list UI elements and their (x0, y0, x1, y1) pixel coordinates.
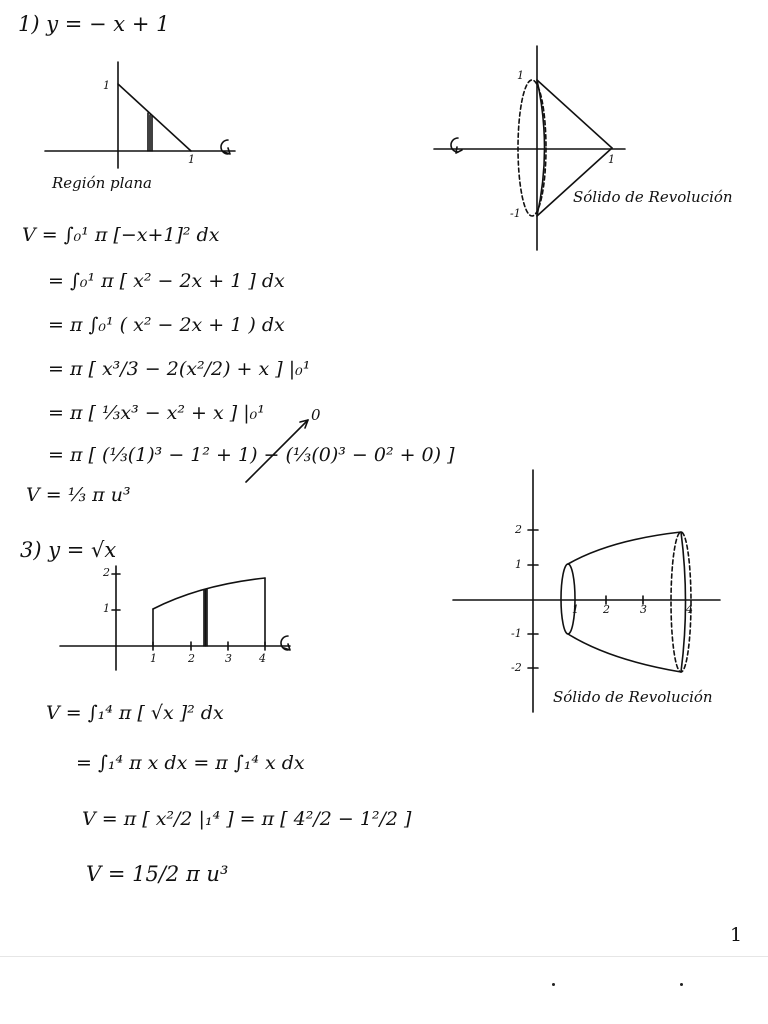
p3-step-2: = ∫₁⁴ π x dx = π ∫₁⁴ x dx (76, 752, 305, 774)
tick-y-1: 1 (103, 79, 110, 92)
page-edge (0, 956, 768, 957)
step-5: = π [ ⅓x³ − x² + x ] |₀¹ (48, 402, 265, 424)
solid3-tick-m1: -1 (511, 627, 522, 640)
tick-x-4: 4 (259, 652, 266, 665)
solid3-tick-1: 1 (515, 558, 522, 571)
step-1: V = ∫₀¹ π [−x+1]² dx (22, 224, 220, 246)
speck (552, 983, 555, 986)
step-6: = π [ (⅓(1)³ − 1² + 1) − (⅓(0)³ − 0² + 0) ] (48, 444, 455, 466)
problem1-heading: 1) y = − x + 1 (18, 12, 170, 36)
problem3-heading: 3) y = √x (20, 538, 117, 562)
sqrt-region-graph (60, 566, 290, 670)
cone-base-front (537, 80, 545, 216)
solid3-tick-m2: -2 (511, 661, 522, 674)
solid3-tick-x4: 4 (686, 603, 693, 616)
outer-ellipse (671, 532, 691, 672)
solid-tick-right: 1 (608, 153, 615, 166)
tick-y-1: 1 (103, 602, 110, 615)
tick-x-1: 1 (188, 153, 195, 166)
solid3-tick-x3: 3 (640, 603, 647, 616)
step-2: = ∫₀¹ π [ x² − 2x + 1 ] dx (48, 270, 285, 292)
sqrt-solid (453, 470, 720, 712)
page-number: 1 (730, 924, 743, 946)
tick-x-2: 2 (188, 652, 195, 665)
step-4: = π [ x³/3 − 2(x²/2) + x ] |₀¹ (48, 358, 311, 380)
solid-tick-bottom: -1 (510, 207, 521, 220)
inner-ellipse (561, 564, 575, 634)
result-1: V = ⅓ π u³ (26, 484, 131, 506)
step-3: = π ∫₀¹ ( x² − 2x + 1 ) dx (48, 314, 285, 336)
p3-result: V = 15/2 π u³ (86, 862, 229, 886)
tick-y-2: 2 (103, 566, 110, 579)
tick-x-1: 1 (150, 652, 157, 665)
tick-x-3: 3 (225, 652, 232, 665)
solid-tick-top: 1 (517, 69, 524, 82)
p3-step-3: V = π [ x²/2 |₁⁴ ] = π [ 4²/2 − 1²/2 ] (82, 808, 412, 830)
region-label: Región plana (52, 174, 152, 192)
curve-sqrt-x (153, 578, 265, 609)
solid-label-3: Sólido de Revolución (553, 688, 713, 706)
solid-label-1: Sólido de Revolución (573, 188, 733, 206)
cone-solid (434, 46, 625, 250)
lower-profile (568, 634, 681, 672)
solid3-tick-2: 2 (515, 523, 522, 536)
solid3-tick-x1: 1 (572, 603, 579, 616)
cone-upper-edge (537, 80, 612, 148)
upper-profile (568, 532, 681, 564)
cone-base-ellipse (518, 80, 546, 216)
line-y-minus-x-plus-1 (118, 84, 191, 151)
speck (680, 983, 683, 986)
region-graph (45, 62, 235, 168)
solid3-tick-x2: 2 (603, 603, 610, 616)
strike-annotation: 0 (311, 406, 321, 424)
p3-step-1: V = ∫₁⁴ π [ √x ]² dx (46, 702, 224, 724)
